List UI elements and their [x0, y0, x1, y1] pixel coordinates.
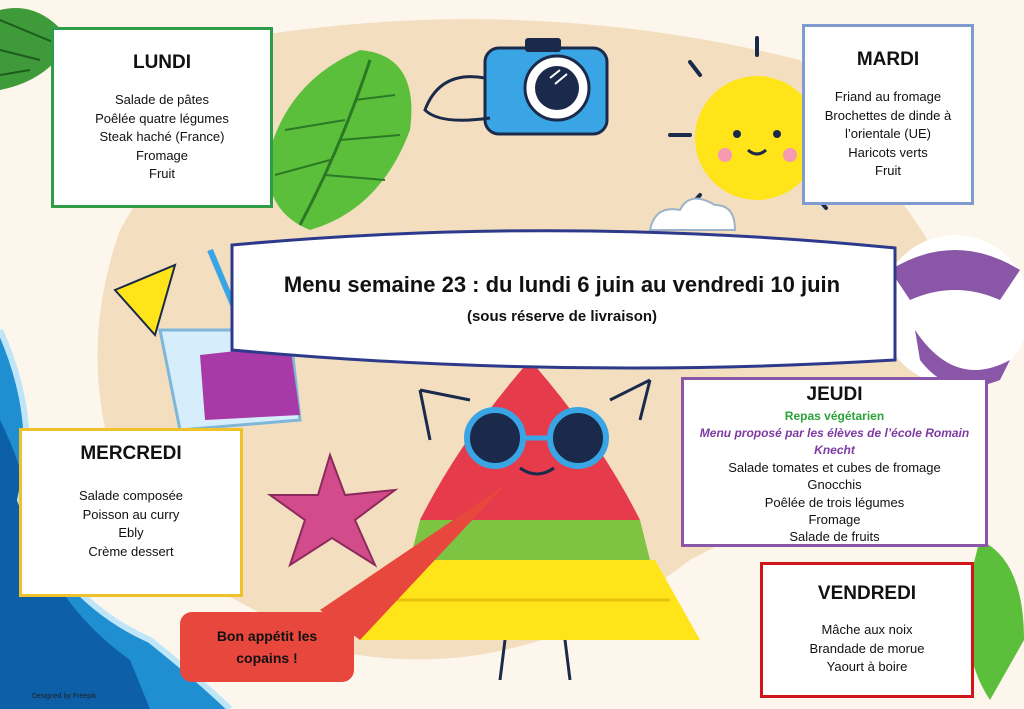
- day-card-mardi: [802, 24, 974, 205]
- page-title: Menu semaine 23 : du lundi 6 juin au vendredi 10 juin: [283, 272, 841, 297]
- vegetarian-note: Repas végétarien: [784, 409, 885, 423]
- page-subtitle: (sous réserve de livraison): [466, 308, 658, 325]
- menu-item: Salade tomates et cubes de fromage: [728, 460, 941, 475]
- menu-item: Gnocchis: [807, 477, 862, 493]
- day-title: LUNDI: [132, 52, 192, 73]
- menu-item: Steak haché (France): [99, 129, 225, 144]
- bubble-line: Bon appétit les: [216, 628, 318, 644]
- menu-item: Brandade de morue: [809, 640, 925, 656]
- menu-item: Brochettes de dinde à: [824, 107, 952, 123]
- menu-item: Crème dessert: [88, 543, 174, 559]
- menu-item: Fromage: [808, 511, 861, 527]
- right-leaf-icon: [967, 540, 1024, 700]
- day-title: VENDREDI: [817, 583, 917, 604]
- pupils-proposal-note: Menu proposé par les élèves de l’école Romain Knecht: [699, 426, 970, 457]
- menu-item: Friand au fromage: [834, 89, 942, 104]
- day-title: MARDI: [856, 49, 920, 70]
- menu-item: Ebly: [118, 525, 144, 540]
- menu-item: Fruit: [875, 163, 901, 178]
- menu-item: Haricots verts: [848, 144, 928, 160]
- menu-item: l’orientale (UE): [845, 126, 931, 141]
- day-card-lundi: [51, 27, 273, 208]
- menu-item: Fromage: [135, 147, 189, 163]
- menu-item: Poêlée de trois légumes: [764, 494, 905, 510]
- menu-item: Salade de pâtes: [115, 92, 209, 107]
- menu-item: Mâche aux noix: [821, 622, 913, 637]
- day-card-vendredi: [760, 562, 974, 698]
- menu-item: Salade de fruits: [789, 529, 880, 545]
- menu-item: Poisson au curry: [82, 506, 180, 522]
- menu-item: Yaourt à boire: [826, 659, 908, 674]
- menu-item: Poêlée quatre légumes: [95, 110, 229, 126]
- bubble-line: copains !: [236, 650, 298, 666]
- credit-text: Designed by Freepik: [32, 693, 97, 700]
- bubble-text: [182, 614, 352, 680]
- day-card-mercredi: [19, 428, 243, 597]
- menu-item: Salade composée: [78, 488, 184, 503]
- day-card-jeudi: [681, 377, 988, 547]
- banner-text: [232, 272, 892, 325]
- day-title: MERCREDI: [80, 443, 182, 464]
- day-title: JEUDI: [806, 384, 863, 405]
- menu-item: Fruit: [149, 166, 175, 181]
